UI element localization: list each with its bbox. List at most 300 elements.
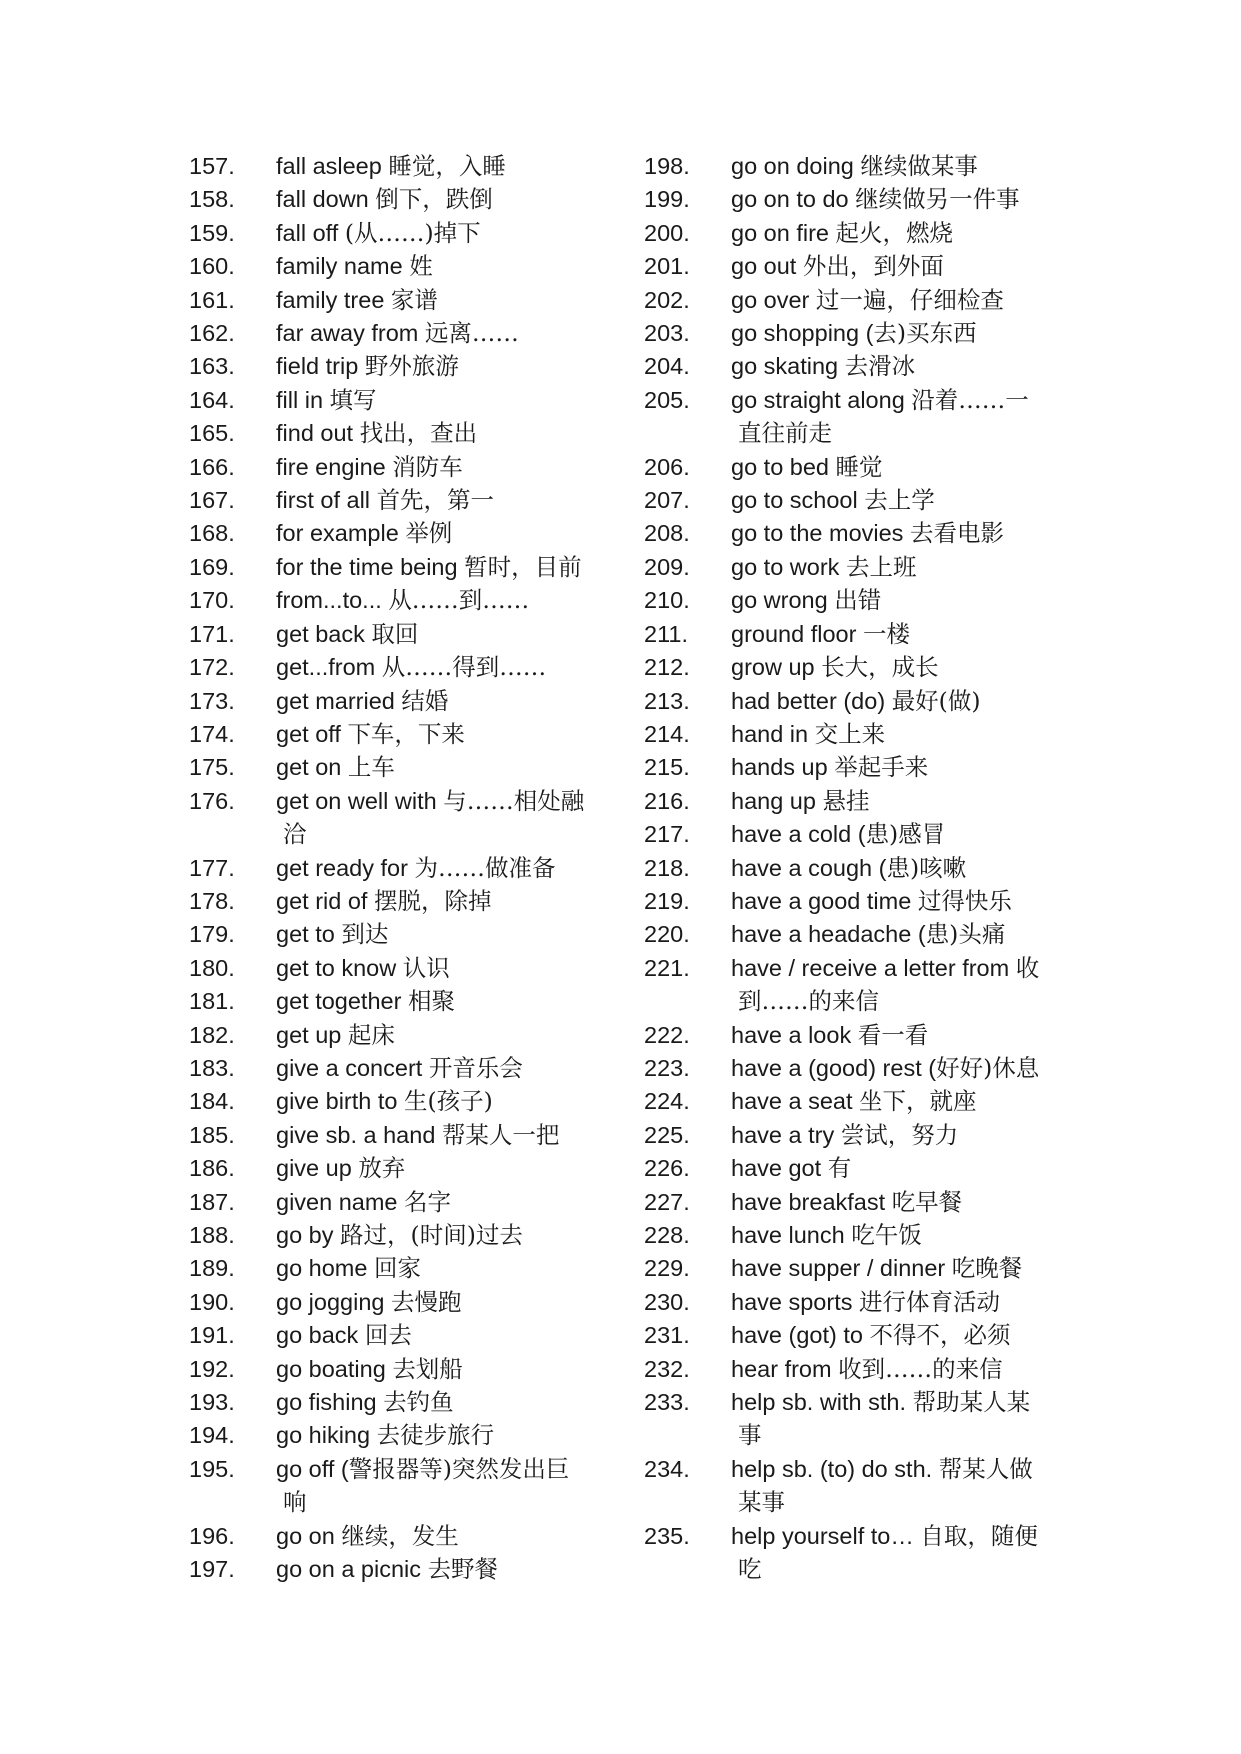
chinese-meaning-continued: 到……的来信 [738,987,879,1016]
entry-text [276,150,619,183]
english-phrase: first of all [276,487,371,514]
chinese-meaning: 与……相处融 [443,786,585,815]
entry-number: 167. [189,487,235,514]
entry-text [731,651,1074,684]
vocab-entry [189,1219,619,1252]
chinese-meaning: 继续做某事 [860,152,978,180]
entry-number: 232. [644,1355,690,1382]
chinese-meaning: 过一遍，仔细检查 [815,285,1004,314]
entry-number: 181. [189,988,235,1015]
vocab-entry [189,1186,619,1219]
english-phrase: go skating [731,353,839,380]
chinese-meaning: 姓 [409,252,433,281]
chinese-meaning: 去滑冰 [844,352,916,381]
entry-number: 180. [189,954,235,981]
chinese-meaning: 去划船 [392,1354,463,1383]
vocab-entry [644,852,1074,885]
entry-number: 202. [644,286,690,313]
chinese-meaning: 上车 [347,753,395,782]
entry-number: 206. [644,453,690,480]
english-phrase: far away from [276,320,419,347]
vocab-entry [644,1453,1074,1520]
entry-text [276,384,619,417]
entry-number: 173. [189,687,235,714]
english-phrase: go to the movies [731,520,904,547]
vocab-entry [644,150,1074,183]
chinese-meaning: 举例 [405,519,453,548]
entry-number: 161. [189,286,235,313]
english-phrase: go by [276,1222,334,1248]
chinese-meaning: 从……得到…… [381,653,547,682]
chinese-meaning: 去)买东西 [873,319,977,348]
chinese-meaning: 生(孩子) [404,1087,493,1116]
entry-text [731,1252,1074,1285]
vocab-entry [644,350,1074,383]
chinese-meaning: 收到……的来信 [838,1354,1003,1383]
entry-text [276,284,619,317]
english-phrase: have a good time [731,887,912,914]
vocab-entry [644,651,1074,684]
entry-text [276,250,619,283]
chinese-meaning: 警报器等)突然发出巨 [348,1454,570,1483]
english-phrase: have a seat [731,1088,853,1115]
chinese-meaning: 消防车 [392,452,463,481]
entry-text [731,1353,1074,1386]
entry-number: 216. [644,787,690,814]
entry-text [276,517,619,550]
english-phrase: go to school [731,487,858,514]
entry-number: 179. [189,921,235,948]
english-phrase: get...from [276,654,376,681]
chinese-meaning: 首先，第一 [376,486,495,515]
entry-text [276,785,619,852]
entry-number: 224. [644,1088,690,1115]
chinese-meaning: 野外旅游 [364,352,459,381]
vocab-entry [189,1152,619,1185]
entry-text [276,1453,619,1520]
entry-number: 207. [644,487,690,514]
english-phrase: have a cough ( [731,854,887,881]
entry-text [731,1186,1074,1219]
english-phrase: given name [276,1188,398,1215]
chinese-meaning: 自取，随便 [920,1521,1038,1550]
entry-text [731,517,1074,550]
vocab-entry [189,517,619,550]
english-phrase: give up [276,1155,352,1182]
chinese-meaning: 相聚 [407,987,455,1016]
entry-number: 211. [644,620,688,647]
entry-number: 183. [189,1054,235,1081]
entry-text [276,451,619,484]
chinese-meaning: 长大，成长 [821,653,939,682]
entry-text [731,1520,1074,1587]
entry-number: 222. [644,1021,690,1048]
english-phrase: have sports [731,1288,853,1315]
vocab-entry [189,451,619,484]
chinese-meaning: 去慢跑 [391,1287,462,1316]
english-phrase: have lunch [731,1222,845,1248]
english-phrase: for the time being [276,553,458,580]
entry-number: 176. [189,787,235,814]
english-phrase: go on doing [731,153,854,179]
entry-number: 214. [644,720,690,747]
chinese-meaning: 摆脱，除掉 [373,886,492,915]
entry-text [276,618,619,651]
entry-text [731,1286,1074,1319]
entry-text [276,1286,619,1319]
vocab-entry [189,1286,619,1319]
english-phrase: go to bed [731,453,830,480]
entry-number: 234. [644,1455,690,1482]
entry-number: 225. [644,1121,690,1148]
chinese-meaning: 好好)休息 [936,1053,1040,1082]
english-phrase: get up [276,1021,342,1048]
entry-text [276,417,619,450]
entry-text [276,1252,619,1285]
vocab-entry [644,1286,1074,1319]
entry-text [276,1152,619,1185]
vocab-entry [644,584,1074,617]
entry-number: 165. [189,420,235,447]
english-phrase: have (got) to [731,1322,863,1349]
entry-number: 219. [644,887,690,914]
entry-number: 194. [189,1422,235,1449]
english-phrase: help yourself to… [731,1522,914,1549]
entry-text [276,1553,619,1586]
entry-text [731,885,1074,918]
english-phrase: go boating [276,1355,386,1382]
vocab-entry [644,1052,1074,1085]
vocab-entry [644,1319,1074,1352]
vocab-entry [189,150,619,183]
entry-number: 175. [189,754,235,781]
entry-number: 162. [189,320,235,347]
entry-text [276,651,619,684]
chinese-meaning-continued: 洽 [283,820,307,849]
entry-number: 205. [644,386,690,413]
chinese-meaning: 回去 [364,1321,412,1350]
chinese-meaning: 路过，(时间)过去 [340,1221,523,1249]
entry-number: 187. [189,1188,235,1215]
vocab-entry [644,818,1074,851]
entry-text [276,885,619,918]
chinese-meaning: 去钓鱼 [383,1388,454,1417]
english-phrase: hear from [731,1355,832,1382]
vocab-entry [189,1252,619,1285]
entry-text [731,751,1074,784]
chinese-meaning: 取回 [371,619,419,648]
entry-number: 231. [644,1322,690,1349]
english-phrase: get off [276,720,341,747]
entry-text [731,484,1074,517]
entry-text [731,618,1074,651]
vocab-entry [644,918,1074,951]
vocab-entry [644,1386,1074,1453]
entry-number: 190. [189,1288,235,1315]
chinese-meaning: 收 [1015,953,1040,982]
entry-text [731,1119,1074,1152]
entry-number: 169. [189,553,235,580]
vocab-entry [189,1453,619,1520]
entry-number: 212. [644,654,690,681]
english-phrase: go home [276,1255,368,1282]
chinese-meaning: 有 [827,1154,852,1183]
entry-number: 174. [189,720,235,747]
entry-text [731,284,1074,317]
entry-number: 192. [189,1355,235,1382]
entry-text [276,1520,619,1553]
entry-number: 198. [644,153,690,179]
chinese-meaning: 继续，发生 [341,1521,459,1550]
chinese-meaning: 帮某人一把 [441,1120,560,1149]
chinese-meaning: 暂时，目前 [464,552,582,581]
entry-number: 185. [189,1121,235,1148]
entry-number: 182. [189,1021,235,1048]
entry-number: 188. [189,1222,235,1248]
entry-text [731,1319,1074,1352]
vocab-entry [189,551,619,584]
english-phrase: go on fire [731,219,829,246]
entry-text [731,384,1074,451]
chinese-meaning: 填写 [329,385,377,414]
entry-text [276,1052,619,1085]
entry-text [276,985,619,1018]
entry-number: 228. [644,1222,690,1248]
entry-text [276,918,619,951]
vocab-entry [644,484,1074,517]
entry-number: 213. [644,687,690,714]
english-phrase: had better (do) [731,687,886,714]
entry-text [731,1019,1074,1052]
entry-number: 229. [644,1255,690,1282]
chinese-meaning: 继续做另一件事 [855,185,1020,214]
chinese-meaning: 去上班 [845,552,917,581]
entry-number: 159. [189,219,235,246]
entry-number: 201. [644,253,690,280]
vocab-entry [644,317,1074,350]
vocab-entry [189,350,619,383]
english-phrase: fall down [276,186,369,213]
english-phrase: find out [276,420,354,447]
entry-text [731,183,1074,216]
english-phrase: have got [731,1155,822,1182]
vocab-entry [189,1419,619,1452]
vocab-entry [189,284,619,317]
chinese-meaning: 帮某人做 [938,1454,1033,1483]
entry-number: 177. [189,854,235,881]
entry-text [731,718,1074,751]
english-phrase: hands up [731,754,828,781]
chinese-meaning: 下车，下来 [347,719,465,748]
entry-text [276,350,619,383]
entry-number: 218. [644,854,690,881]
english-phrase: go out [731,253,797,280]
vocab-entry [644,451,1074,484]
entry-text [731,584,1074,617]
chinese-meaning: 找出，查出 [359,419,478,448]
vocab-entry [644,952,1074,1019]
english-phrase: have a headache ( [731,921,926,948]
entry-number: 191. [189,1322,235,1349]
vocab-entry [644,885,1074,918]
english-phrase: give sb. a hand [276,1121,436,1148]
vocab-entry [189,985,619,1018]
chinese-meaning-continued: 响 [283,1488,307,1517]
vocab-entry [189,1386,619,1419]
english-phrase: go to work [731,553,840,580]
left-column [189,150,619,1586]
chinese-meaning: 最好(做) [891,686,981,715]
entry-text [276,183,619,216]
entry-text [276,1353,619,1386]
vocab-entry [189,685,619,718]
english-phrase: go on [276,1522,335,1549]
chinese-meaning: 出错 [834,586,882,615]
entry-number: 199. [644,186,690,213]
vocab-entry [644,1520,1074,1587]
chinese-meaning: 去野餐 [427,1555,499,1584]
entry-text [276,217,619,250]
vocab-entry [189,651,619,684]
entry-number: 235. [644,1522,690,1549]
english-phrase: family tree [276,286,385,313]
vocab-entry [644,517,1074,550]
vocab-entry [189,1553,619,1586]
vocab-entry [189,1520,619,1553]
english-phrase: hang up [731,787,816,814]
entry-text [276,952,619,985]
chinese-meaning: 患)咳嗽 [886,853,967,882]
vocab-entry [644,384,1074,451]
vocab-entry [189,852,619,885]
entry-number: 163. [189,353,235,380]
chinese-meaning: 睡觉，入睡 [388,152,506,180]
chinese-meaning: 从……到…… [388,586,530,615]
chinese-meaning: 举起手来 [834,753,929,782]
english-phrase: fill in [276,386,324,413]
vocab-entry [189,584,619,617]
entry-number: 158. [189,186,235,213]
entry-text [276,1186,619,1219]
english-phrase: help sb. with sth. [731,1389,907,1416]
entry-text [731,250,1074,283]
english-phrase: family name [276,253,403,280]
entry-number: 226. [644,1155,690,1182]
entry-text [731,1453,1074,1520]
english-phrase: go wrong [731,587,828,614]
english-phrase: hand in [731,720,809,747]
vocab-entry [644,1119,1074,1152]
entry-number: 227. [644,1188,690,1215]
english-phrase: go fishing [276,1389,377,1416]
entry-number: 157. [189,153,235,179]
chinese-meaning: 睡觉 [835,452,883,481]
chinese-meaning: (从……)掉下 [344,218,481,247]
vocab-entry [189,250,619,283]
vocab-entry [644,284,1074,317]
vocab-entry [189,217,619,250]
entry-number: 170. [189,587,235,614]
chinese-meaning: 吃午饭 [851,1221,922,1249]
english-phrase: give birth to [276,1088,398,1115]
entry-text [731,150,1074,183]
entry-text [276,685,619,718]
english-phrase: have / receive a letter from [731,954,1010,981]
english-phrase: get to [276,921,335,948]
english-phrase: go over [731,286,810,313]
vocab-entry [644,250,1074,283]
entry-number: 200. [644,219,690,246]
chinese-meaning: 一楼 [862,619,910,648]
entry-number: 166. [189,453,235,480]
right-column [644,150,1074,1586]
vocab-entry [189,618,619,651]
entry-text [731,350,1074,383]
vocab-entry [189,885,619,918]
entry-number: 193. [189,1389,235,1416]
entry-number: 196. [189,1522,235,1549]
entry-text [276,1085,619,1118]
entry-text [731,551,1074,584]
entry-text [731,918,1074,951]
chinese-meaning: 看一看 [857,1020,929,1049]
entry-number: 208. [644,520,690,547]
english-phrase: go on to do [731,186,849,213]
chinese-meaning: 回家 [373,1254,421,1283]
entry-number: 171. [189,620,235,647]
entry-number: 197. [189,1556,235,1583]
english-phrase: get back [276,620,365,647]
english-phrase: go shopping ( [731,320,874,347]
vocab-entry [189,417,619,450]
chinese-meaning: 去上学 [864,486,935,515]
chinese-meaning: 过得快乐 [917,886,1012,915]
english-phrase: have breakfast [731,1188,886,1215]
vocab-entry [644,217,1074,250]
chinese-meaning: 为……做准备 [414,853,556,882]
chinese-meaning: 沿着……一 [911,385,1029,414]
chinese-meaning: 帮助某人某 [912,1388,1031,1417]
vocab-entry [644,618,1074,651]
english-phrase: have supper / dinner [731,1255,946,1282]
vocab-entry [644,718,1074,751]
entry-number: 217. [644,821,690,848]
entry-text [731,1052,1074,1085]
english-phrase: have a (good) rest ( [731,1054,937,1081]
entry-number: 184. [189,1088,235,1115]
entry-text [731,451,1074,484]
vocab-entry [189,384,619,417]
vocab-entry [189,1019,619,1052]
entry-text [731,1152,1074,1185]
vocab-entry [189,1085,619,1118]
entry-text [276,751,619,784]
english-phrase: fire engine [276,453,386,480]
chinese-meaning: 放弃 [358,1154,406,1183]
entry-text [731,785,1074,818]
english-phrase: have a cold ( [731,821,866,848]
entry-number: 195. [189,1455,235,1482]
entry-text [276,1419,619,1452]
vocab-entry [189,718,619,751]
entry-number: 209. [644,553,690,580]
vocab-entry [644,1353,1074,1386]
entry-text [276,484,619,517]
chinese-meaning: 起床 [347,1020,395,1049]
english-phrase: for example [276,520,399,547]
entry-text [276,317,619,350]
vocab-entry [644,785,1074,818]
